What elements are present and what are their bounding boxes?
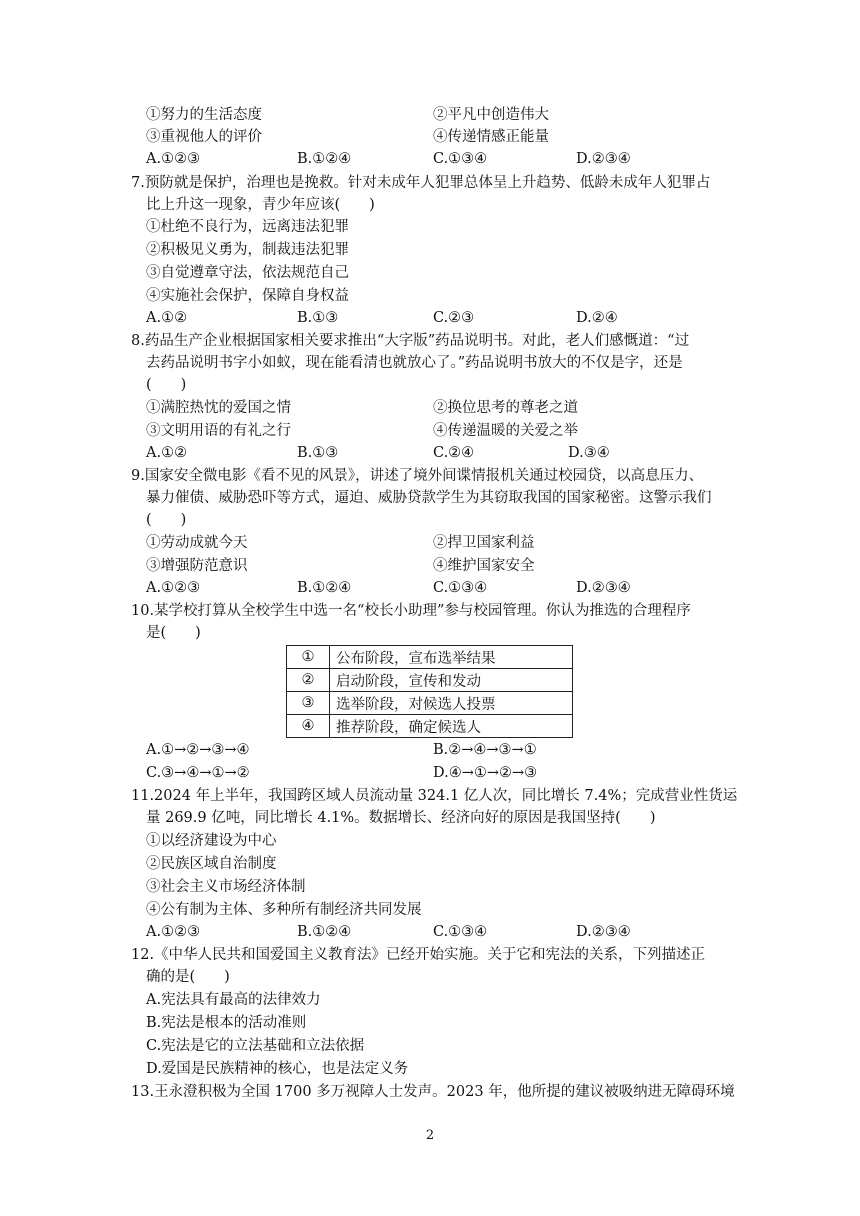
q11-option-2: ②民族区域自治制度 — [146, 856, 277, 872]
q11-answer-a: A.①②③ — [146, 924, 201, 940]
q9-answer-c: C.①③④ — [433, 580, 488, 596]
step-number: ② — [287, 669, 330, 692]
q11-answer-c: C.①③④ — [433, 924, 488, 940]
q12-stem-line1: 12.《中华人民共和国爱国主义教育法》已经开始实施。关于它和宪法的关系，下列描述正 — [131, 947, 706, 963]
q9-answer-a: A.①②③ — [146, 580, 201, 596]
q10-answer-c: C.③→④→①→② — [146, 765, 250, 781]
q6-option-4: ④传递情感正能量 — [433, 129, 549, 145]
q8-stem-line3: ( ) — [146, 377, 187, 393]
q13-stem-line1: 13.王永澄积极为全国 1700 多万视障人士发声。2023 年，他所提的建议被吸纳进无障碍环境 — [131, 1084, 735, 1100]
q6-option-3: ③重视他人的评价 — [146, 129, 262, 145]
q6-option-2: ②平凡中创造伟大 — [433, 107, 549, 123]
q6-answer-c: C.①③④ — [433, 151, 488, 167]
q7-stem-line2: 比上升这一现象，青少年应该( ) — [146, 197, 375, 213]
q8-option-3: ③文明用语的有礼之行 — [146, 423, 291, 439]
q12-stem-line2: 确的是( ) — [146, 969, 230, 985]
table-row — [287, 669, 573, 692]
q9-option-3: ③增强防范意识 — [146, 558, 248, 574]
q9-stem-line2: 暴力催债、威胁恐吓等方式，逼迫、威胁贷款学生为其窃取我国的国家秘密。这警示我们 — [146, 490, 712, 506]
q8-answer-a: A.①② — [146, 445, 188, 461]
q6-answer-d: D.②③④ — [576, 151, 631, 167]
q7-option-1: ①杜绝不良行为，远离违法犯罪 — [146, 219, 349, 235]
q11-stem-line1: 11.2024 年上半年，我国跨区域人员流动量 324.1 亿人次，同比增长 7.4%；完成营业性货运 — [131, 788, 738, 804]
q11-option-1: ①以经济建设为中心 — [146, 833, 277, 849]
q7-option-4: ④实施社会保护，保障自身权益 — [146, 288, 349, 304]
q11-option-4: ④公有制为主体、多种所有制经济共同发展 — [146, 902, 422, 918]
q7-option-3: ③自觉遵章守法，依法规范自己 — [146, 265, 349, 281]
q9-stem-line3: ( ) — [146, 512, 187, 528]
procedure-table — [286, 645, 573, 738]
step-number: ④ — [287, 715, 330, 738]
q9-answer-b: B.①②④ — [297, 580, 352, 596]
q7-option-2: ②积极见义勇为，制裁违法犯罪 — [146, 242, 349, 258]
q7-answer-d: D.②④ — [576, 310, 618, 326]
q12-option-d: D.爱国是民族精神的核心，也是法定义务 — [146, 1061, 409, 1077]
q11-answer-d: D.②③④ — [576, 924, 631, 940]
q6-option-1: ①努力的生活态度 — [146, 107, 262, 123]
page-number: 2 — [425, 1128, 435, 1143]
q9-answer-d: D.②③④ — [576, 580, 631, 596]
q8-option-4: ④传递温暖的关爱之举 — [433, 423, 578, 439]
table-row — [287, 692, 573, 715]
q7-answer-b: B.①③ — [297, 310, 339, 326]
q11-answer-b: B.①②④ — [297, 924, 352, 940]
q10-stem-line1: 10.某学校打算从全校学生中选一名“校长小助理”参与校园管理。你认为推选的合理程序 — [131, 603, 691, 619]
q7-stem-line1: 7.预防就是保护，治理也是挽救。针对未成年人犯罪总体呈上升趋势、低龄未成年人犯罪占 — [131, 175, 711, 191]
q7-answer-a: A.①② — [146, 310, 188, 326]
q8-stem-line2: 去药品说明书字小如蚁，现在能看清也就放心了。”药品说明书放大的不仅是字，还是 — [146, 355, 683, 371]
q8-option-1: ①满腔热忱的爱国之情 — [146, 400, 291, 416]
step-text: 推荐阶段，确定候选人 — [330, 715, 573, 738]
q8-answer-d: D.③④ — [568, 445, 610, 461]
q11-stem-line2: 量 269.9 亿吨，同比增长 4.1%。数据增长、经济向好的原因是我国坚持( ) — [146, 810, 656, 826]
table-row — [287, 646, 573, 669]
q12-option-b: B.宪法是根本的活动准则 — [146, 1015, 307, 1031]
table-row — [287, 715, 573, 738]
step-number: ① — [287, 646, 330, 669]
q8-option-2: ②换位思考的尊老之道 — [433, 400, 578, 416]
step-text: 选举阶段，对候选人投票 — [330, 692, 573, 715]
q7-answer-c: C.②③ — [433, 310, 475, 326]
q12-option-a: A.宪法具有最高的法律效力 — [146, 992, 321, 1008]
q12-option-c: C.宪法是它的立法基础和立法依据 — [146, 1038, 365, 1054]
step-text: 公布阶段，宣布选举结果 — [330, 646, 573, 669]
q10-stem-line2: 是( ) — [146, 625, 201, 641]
q9-option-4: ④维护国家安全 — [433, 558, 535, 574]
q8-answer-c: C.②④ — [433, 445, 475, 461]
q8-stem-line1: 8.药品生产企业根据国家相关要求推出“大字版”药品说明书。对此，老人们感慨道：“过 — [131, 333, 690, 349]
q9-option-1: ①劳动成就今天 — [146, 535, 248, 551]
q11-option-3: ③社会主义市场经济体制 — [146, 879, 306, 895]
step-text: 启动阶段，宣传和发动 — [330, 669, 573, 692]
q8-answer-b: B.①③ — [297, 445, 339, 461]
q10-answer-a: A.①→②→③→④ — [146, 742, 250, 758]
q9-option-2: ②捍卫国家利益 — [433, 535, 535, 551]
q9-stem-line1: 9.国家安全微电影《看不见的风景》，讲述了境外间谍情报机关通过校园贷，以高息压力、 — [131, 468, 704, 484]
q10-answer-d: D.④→①→②→③ — [433, 765, 538, 781]
q10-answer-b: B.②→④→③→① — [433, 742, 537, 758]
q6-answer-a: A.①②③ — [146, 151, 201, 167]
step-number: ③ — [287, 692, 330, 715]
q6-answer-b: B.①②④ — [297, 151, 352, 167]
